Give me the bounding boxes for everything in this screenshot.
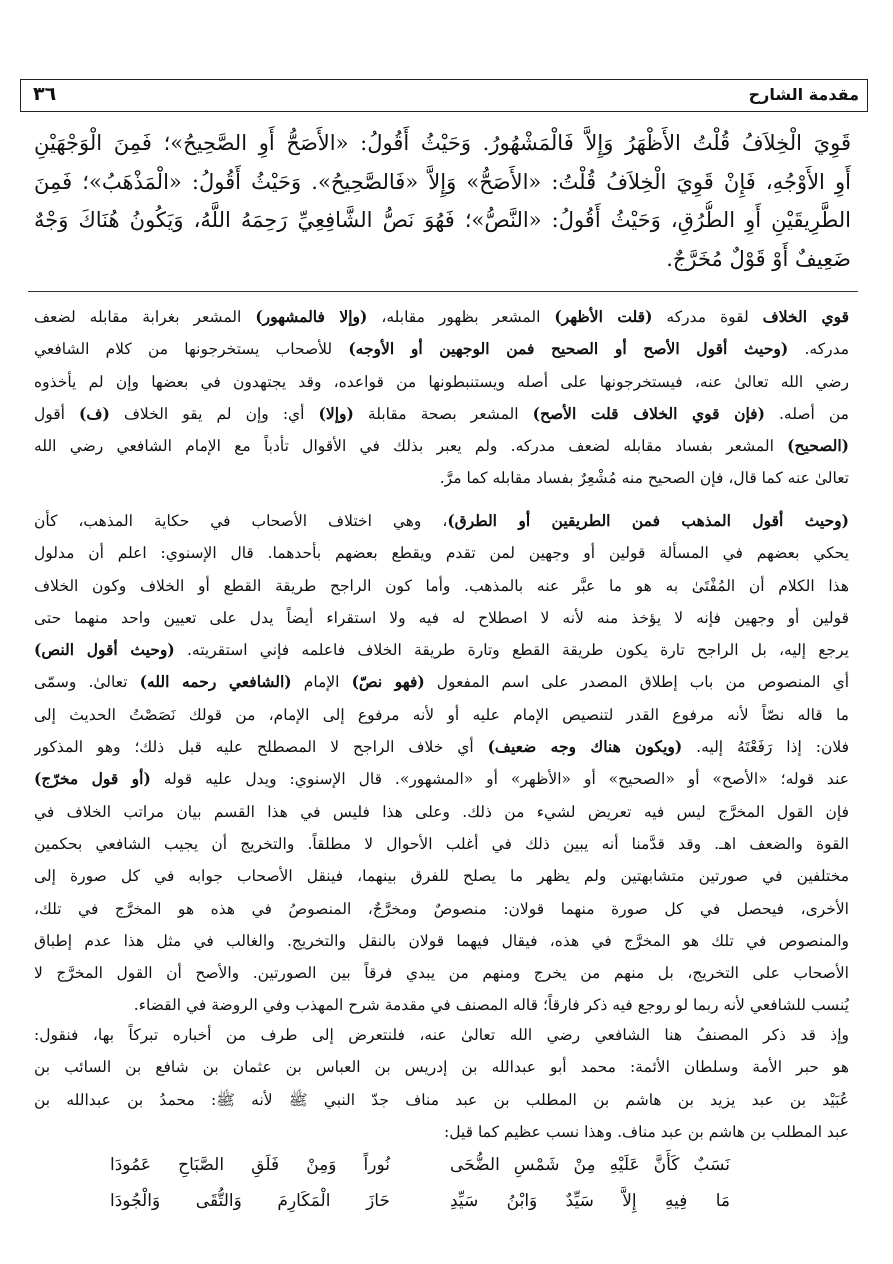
quoted-matn-text: (أو قول مخرّج) [34,769,151,789]
commentary-text: هذا الكلام أن المُفْتَىٰ به هو ما عبَّر عنه بالمذهب. وأما كون الراجح طريقة القطع أو الخلاف وكون الخلاف [34,576,849,595]
commentary-text: والمنصوص في تلك هو المخرَّج في هذه، فيقال فيهما قولان بالنقل والتخريج. والغالب في مثل هذا عدم إطباق [34,931,849,950]
commentary-paragraph [34,1019,849,1148]
commentary-line [34,796,849,828]
commentary-text: للأصحاب يستخرجونها من كلام الشافعي [34,340,349,359]
commentary-line [34,301,849,333]
main-text [34,124,851,278]
hemistich-second: نُوراً وَمِنْ فَلَقِ الصَّبَاحِ عَمُودَا [110,1155,390,1175]
commentary-text: أي المنصوص من باب إطلاق المصدر على اسم المفعول [424,673,849,692]
quoted-matn-text: (وحيث أقول النص) [34,640,175,660]
commentary-text: مدركه. [788,340,849,359]
commentary-line [34,634,849,666]
quoted-matn-text: (ف) [79,403,110,423]
commentary-line [34,505,849,537]
main-text-line: ضَعِيفٌ أَوْ قَوْلٌ مُخَرَّجٌ. [666,246,851,271]
commentary-text: ما قاله نصّاً لأنه مرفوع القدر لتنصيص الإمام عليه أو لأنه مرفوع إلى الإمام، من قولك نَصَصْتُ الحديث إلى [34,705,849,724]
commentary-text: فلان: إذا رَفَعْتَهُ إليه. [682,738,849,757]
commentary-text: الأخرى، فيحصل في كل صورة منهما قولان: منصوصٌ ومخرَّجٌ، المنصوصُ في هذه هو المخرَّج في تلك، [34,899,849,918]
main-text-line: أَوِ الأَوْجُهِ، فَإِنْ قَوِيَ الْخِلاَفُ قُلْتُ: «الأَصَحُّ» وَإِلاَّ «فَالصَّحِيحُ». وَحَيْثُ أَقُولُ: «الْمَذْهَبُ»؛ فَمِنَ [34,169,851,194]
commentary-text: عبد المطلب بن هاشم بن عبد مناف. وهذا نسب عظيم كما قيل: [443,1122,849,1141]
quoted-matn-text: (فهو نصّ) [351,672,425,692]
chapter-title: مقدمة الشارح [748,85,859,104]
commentary-line [34,602,849,634]
commentary-text: أي خلاف الراجح لا المصطلح عليه قبل ذلك؛ وهو المذكور [34,738,488,757]
commentary-line [34,666,849,698]
poem-verse [110,1183,730,1219]
commentary-text: وإذ قد ذكر المصنفُ هنا الشافعي رضي الله تعالىٰ عنه، فلنتعرض إلى طرف من أخباره تبركاً بها، فنقول: [34,1026,849,1044]
commentary-paragraph [34,301,849,495]
poem-verse [110,1147,730,1183]
commentary-paragraph [34,505,849,1022]
main-text-line: قَوِيَ الْخِلاَفُ قُلْتُ الأَظْهَرُ وَإِلاَّ فَالْمَشْهُورُ. وَحَيْثُ أَقُولُ: «الأَصَحُّ أَوِ الصَّحِيحُ»؛ فَمِنَ الْوَجْهَيْنِ [34,131,851,155]
commentary-text: القوة والضعف اهـ. وقد قدَّمنا أنه يبين ذلك في أغلب الأحوال لا مطلقاً. والتخريج أن يجيب الشافعي بحكمين [34,834,849,853]
commentary-text: لقوة مدركه [652,308,763,326]
commentary-text: ، وهي اختلاف الأصحاب في حكاية المذهب، كأن [34,512,448,530]
commentary-text: المشعر بفساد مقابله لضعف مدركه. ولم يعبر بذلك في الأقوال تأدباً مع الإمام الشافعي رضي الله [34,437,788,456]
commentary-line [34,763,849,795]
commentary-text: هو حبر الأمة وسلطان الأئمة: محمد أبو عبدالله بن إدريس بن العباس بن عثمان بن شافع بن السائب بن [34,1058,849,1077]
commentary-line [34,333,849,365]
page-number: ٣٦ [33,83,57,105]
running-header [20,79,868,112]
commentary-line [34,1084,849,1116]
commentary-text: المشعر بغرابة مقابله لضعف [34,308,256,326]
commentary-line [34,430,849,462]
commentary-text: مختلفين في صورتين متشابهتين ولم يظهر ما يصلح للفرق بينهما، فينقل الأصحاب جوابه في كل صورة إلى [34,867,849,886]
commentary-line [34,989,849,1021]
commentary-line [34,1019,849,1051]
quoted-matn-text: (وإلا) [318,403,354,423]
commentary-line [34,1051,849,1083]
quoted-matn-text: (وحيث أقول المذهب فمن الطريقين أو الطرق) [447,511,849,530]
commentary-line [34,828,849,860]
commentary-text: تعالىٰ عنه كما قال، فإن الصحيح منه مُشْعِرٌ بفساد مقابله كما مرَّ. [439,469,849,488]
commentary-line [34,731,849,763]
commentary-text: أقول [34,404,80,423]
commentary-line [34,925,849,957]
commentary-text: يرجع إليه، بل الراجح تارة يكون طريقة القطع وتارة طريقة الخلاف فاعلمه فإني استقريته. [174,641,849,660]
commentary-text: من أصله. [764,404,849,423]
commentary-text: أي: وإن لم يقو الخلاف [109,404,319,423]
commentary-text: عُبَيْد بن عبد يزيد بن هاشم بن المطلب بن عبد مناف جدّ النبي ﷺ لأنه ﷺ: محمدُ بن عبدالله بن [34,1090,849,1109]
commentary-line [34,398,849,430]
quoted-matn-text: (الشافعي رحمه الله) [139,672,292,692]
commentary-line [34,366,849,398]
quoted-matn-text: (ويكون هناك وجه ضعيف) [487,737,683,757]
commentary-text: المشعر بظهور مقابله، [367,308,555,326]
quoted-matn-text: (فإن قوي الخلاف قلت الأصح) [532,403,765,423]
quoted-matn-text: (وإلا فالمشهور) [255,307,368,326]
hemistich-first: نَسَبٌ كَأَنَّ عَلَيْهِ مِنْ شَمْسِ الضُّحَى [450,1155,730,1175]
commentary-line [34,893,849,925]
quoted-matn-text: (الصحيح) [787,436,849,456]
commentary-text: يُنسب للشافعي لأنه ربما لو روجع فيه ذكر فارقاً؛ قاله المصنف في مقدمة شرح المهذب وفي الروضة في القضاء. [133,996,849,1015]
quoted-matn-text: (قلت الأظهر) [554,307,653,326]
commentary-text: فإن القول المخرَّج ليس فيه تعريض لشيء من ذلك. وعلى هذا فليس في هذا القسم بيان مراتب الخلاف في [34,802,849,821]
commentary-line [34,957,849,989]
commentary-line [34,570,849,602]
commentary-text: رضي الله تعالىٰ عنه، فيستخرجونها على أصله ويستنبطونها من قواعده، وقد يجتهدون في بعضها وإن لم يأخذوه [34,372,849,391]
commentary-line [34,462,849,494]
commentary-line [34,537,849,569]
divider [28,291,858,292]
commentary-text: المشعر بصحة مقابلة [353,404,533,423]
hemistich-second: حَازَ الْمَكَارِمَ وَالتُّقَى وَالْجُودَا [110,1191,390,1211]
commentary-text: الإمام [291,673,352,692]
hemistich-first: مَا فِيهِ إِلاَّ سَيِّدٌ وَابْنُ سَيِّدِ [450,1191,730,1211]
commentary-text: قولين أو وجهين فإنه لا يؤخذ منه لأنه لا اصطلاح له فيه ولا استقراء أيضاً يدل على تعيين واحد منهما حتى [34,608,849,627]
commentary-text: عند قوله؛ «الأصح» أو «الصحيح» أو «الأظهر» أو «المشهور». قال الإسنوي: ويدل عليه قوله [150,770,849,789]
commentary-line [34,1116,849,1148]
commentary-text: يحكي بعضهم في المسألة قولين أو وجهين لمن تقدم ويقطع بعضهم بأحدهما. قال الإسنوي: اعلم أن مدلول [34,544,849,563]
main-text-line: الطَّرِيقَيْنِ أَوِ الطُّرُقِ، وَحَيْثُ أَقُولُ: «النَّصُّ»؛ فَهُوَ نَصُّ الشَّافِعِيِّ رَحِمَهُ اللَّهُ، وَيَكُونُ هُنَاكَ وَجْهٌ [34,208,851,232]
poem [110,1147,730,1219]
commentary-line [34,699,849,731]
commentary-text: تعالىٰ. وسمّى [34,673,140,692]
commentary-text: الأصحاب على التخريج، بل منهم من يخرج ومنهم من يبدي فرقاً بين الصورتين. والأصح أن القول المخرَّج لا [34,964,849,983]
quoted-matn-text: قوي الخلاف [762,307,849,326]
quoted-matn-text: (وحيث أقول الأصح أو الصحيح فمن الوجهين أو الأوجه) [348,339,789,359]
commentary-line [34,860,849,892]
